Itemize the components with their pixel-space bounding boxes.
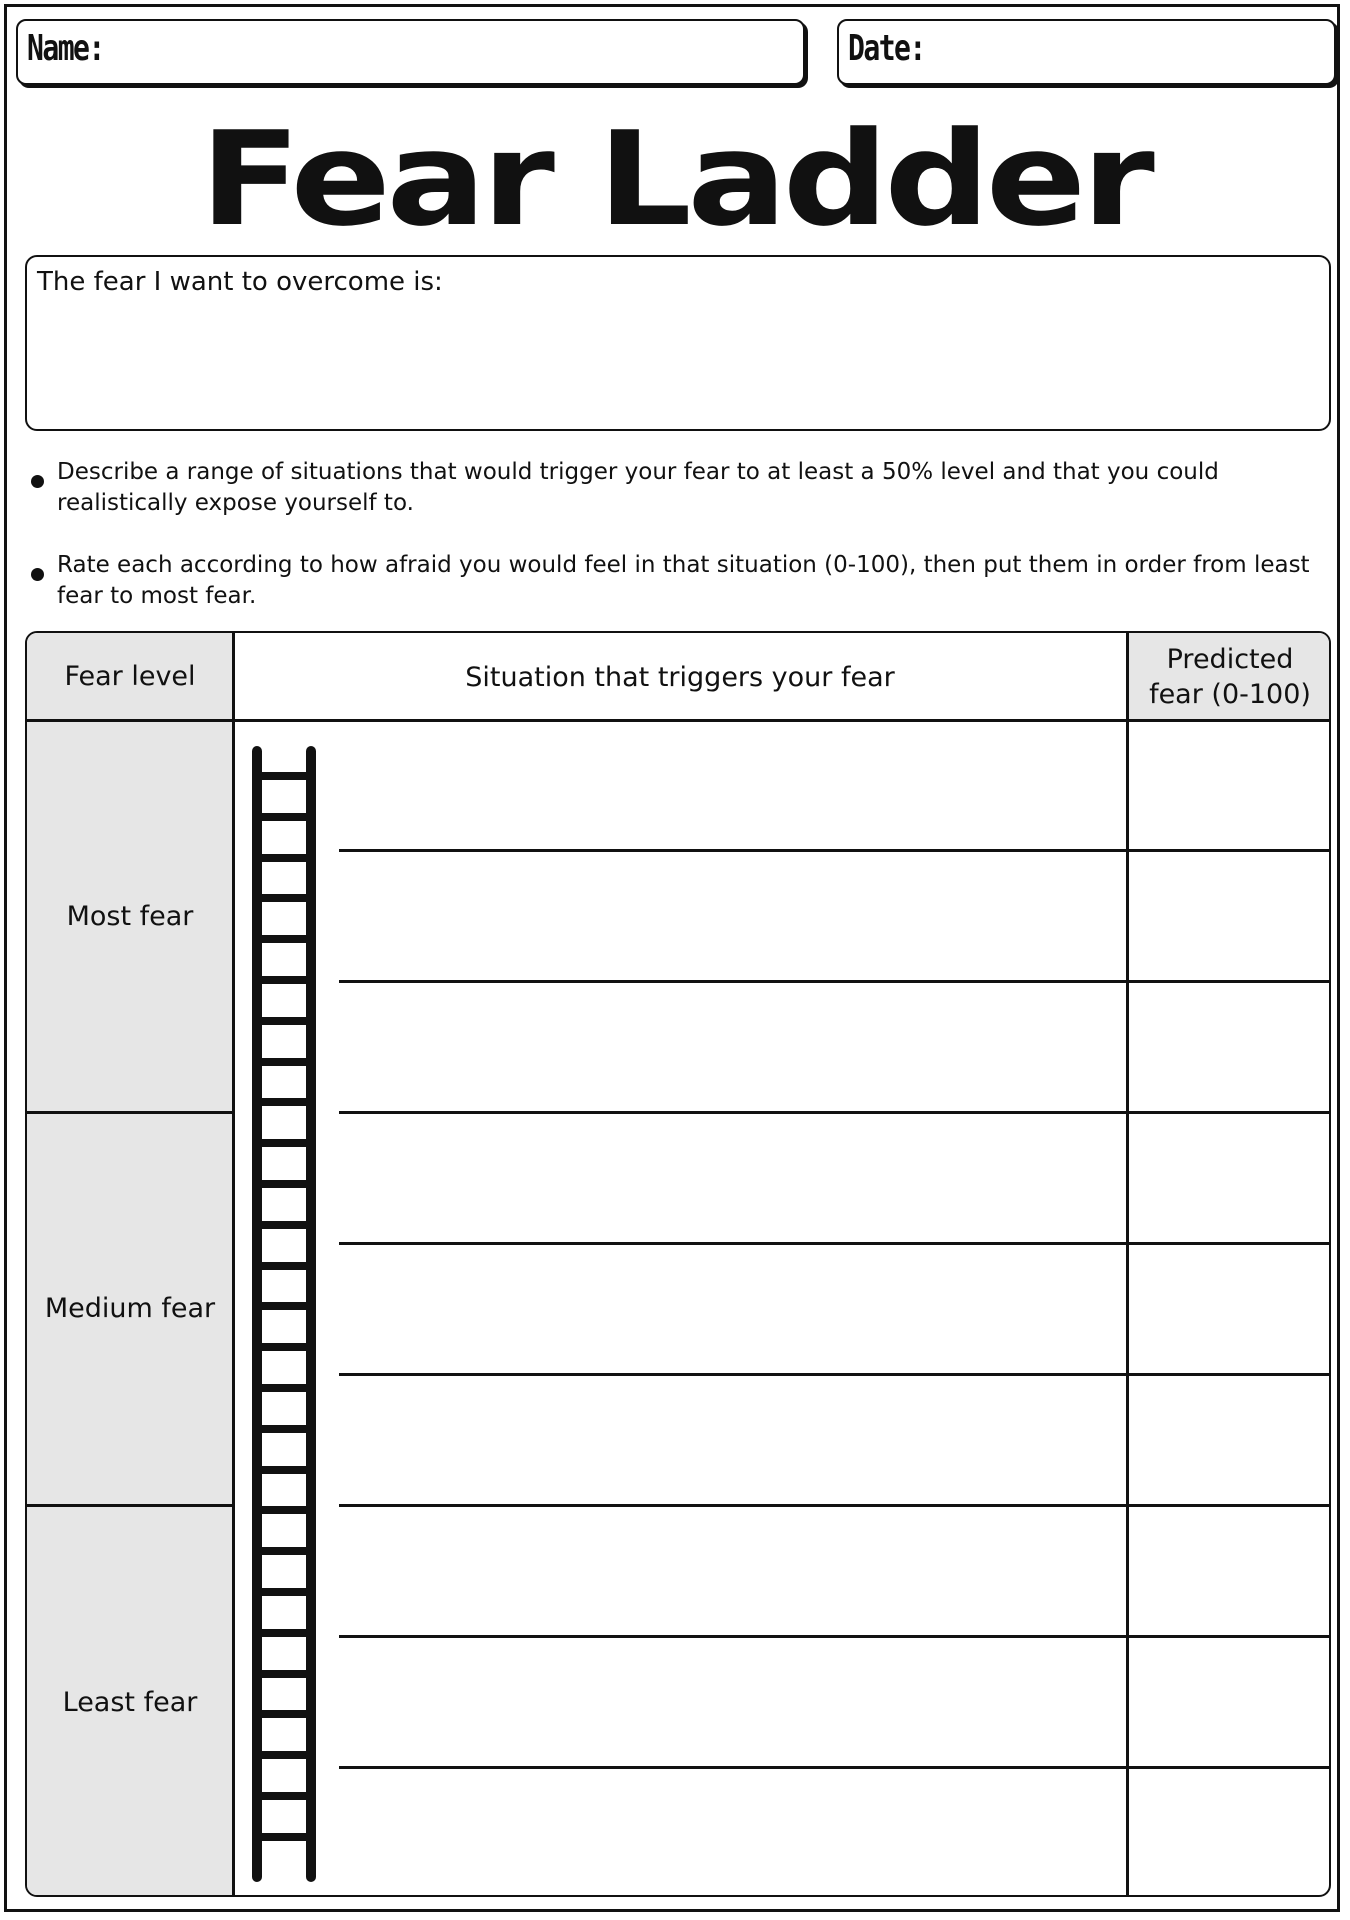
ladder-rung xyxy=(256,1425,312,1433)
ladder-icon xyxy=(252,746,316,1882)
situation-row-line xyxy=(339,1242,1331,1245)
name-label: Name: xyxy=(27,28,104,69)
situation-row-line xyxy=(339,1766,1331,1769)
ladder-rung xyxy=(256,1058,312,1066)
instruction-text: Rate each according to how afraid you would feel in that situation (0-100), then put them in order from least fear to most fear. xyxy=(57,552,1310,609)
header-situation: Situation that triggers your fear xyxy=(233,633,1127,720)
header-predicted-line2: fear (0-100) xyxy=(1149,678,1311,710)
instruction-item xyxy=(25,550,1325,612)
ladder-rung xyxy=(256,1384,312,1392)
date-label: Date: xyxy=(848,28,925,69)
ladder-rung xyxy=(256,813,312,821)
header-predicted-line1: Predicted xyxy=(1166,643,1294,675)
ladder-rung xyxy=(256,1221,312,1229)
fear-to-overcome-box[interactable] xyxy=(25,255,1331,431)
bullet-icon xyxy=(31,568,44,581)
situation-row-line xyxy=(339,1111,1331,1114)
situation-row-line xyxy=(339,1504,1331,1507)
situation-row-line xyxy=(339,980,1331,983)
ladder-rung xyxy=(256,1629,312,1637)
ladder-rung xyxy=(256,976,312,984)
fear-ladder-table xyxy=(25,631,1331,1897)
ladder-rung xyxy=(256,1262,312,1270)
ladder-rung xyxy=(256,1098,312,1106)
ladder-rung xyxy=(256,854,312,862)
level-medium-fear: Medium fear xyxy=(27,1112,233,1505)
ladder-rung xyxy=(256,1588,312,1596)
ladder-rung xyxy=(256,1547,312,1555)
level-least-fear: Least fear xyxy=(27,1505,233,1897)
worksheet-page xyxy=(4,4,1340,1912)
ladder-rung xyxy=(256,894,312,902)
instruction-item xyxy=(25,457,1325,519)
date-field[interactable] xyxy=(837,19,1336,85)
ladder-rung xyxy=(256,1506,312,1514)
situation-row-line xyxy=(339,1373,1331,1376)
ladder-rung xyxy=(256,772,312,780)
level-divider xyxy=(27,1111,233,1114)
ladder-rung xyxy=(256,1751,312,1759)
fear-to-overcome-label: The fear I want to overcome is: xyxy=(37,267,443,297)
instruction-text: Describe a range of situations that would trigger your fear to at least a 50% level and that you could realistically expose yourself to. xyxy=(57,459,1219,516)
ladder-rung xyxy=(256,1792,312,1800)
ladder-rung xyxy=(256,935,312,943)
column-divider xyxy=(1126,633,1129,1895)
ladder-rung xyxy=(256,1139,312,1147)
column-divider xyxy=(232,633,235,1895)
ladder-rung xyxy=(256,1670,312,1678)
level-divider xyxy=(27,1504,233,1507)
ladder-rung xyxy=(256,1302,312,1310)
ladder-rung xyxy=(256,1017,312,1025)
ladder-rung xyxy=(256,1180,312,1188)
page-title: Fear Ladder xyxy=(199,103,1151,255)
ladder-rung xyxy=(256,1833,312,1841)
ladder-rung xyxy=(256,1343,312,1351)
situation-row-line xyxy=(339,849,1331,852)
name-field[interactable] xyxy=(16,19,805,85)
header-predicted-fear xyxy=(1127,633,1331,720)
header-divider xyxy=(27,719,1331,722)
level-most-fear: Most fear xyxy=(27,720,233,1112)
bullet-icon xyxy=(31,475,44,488)
ladder-rung xyxy=(256,1466,312,1474)
header-fear-level: Fear level xyxy=(27,633,233,720)
situation-row-line xyxy=(339,1635,1331,1638)
ladder-rung xyxy=(256,1710,312,1718)
